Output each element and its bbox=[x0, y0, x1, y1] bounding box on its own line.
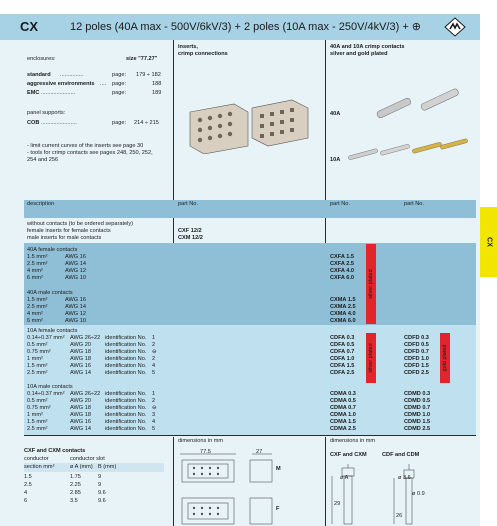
dimension-value: 26 bbox=[396, 513, 403, 519]
part-number[interactable]: CXFA 4.0 bbox=[330, 268, 355, 274]
table-cell: 1.75 bbox=[70, 474, 81, 480]
conductor-size: 2.5 mm² bbox=[27, 426, 48, 432]
part-number[interactable]: CXF 12/2 bbox=[178, 228, 202, 234]
table-cell: 1.5 bbox=[24, 474, 32, 480]
part-number[interactable]: CXM 12/2 bbox=[178, 235, 203, 241]
identification-number: 1 bbox=[152, 335, 156, 341]
page-title: 12 poles (40A max - 500V/6kV/3) + 2 poles (10A max - 250V/4kV/3) + ⊕ bbox=[70, 21, 422, 33]
gold-plated-marker bbox=[440, 333, 450, 383]
awg-size: AWG 20 bbox=[70, 342, 91, 348]
conductor-size: 4 mm² bbox=[27, 311, 43, 317]
table-cell: 9 bbox=[98, 482, 102, 488]
part-number[interactable]: CDFD 1.0 bbox=[404, 356, 429, 362]
awg-size: AWG 10 bbox=[65, 318, 86, 324]
dimensions-title: dimensions in mm bbox=[178, 438, 224, 444]
identification-label: identification No. bbox=[105, 426, 147, 432]
part-number[interactable]: CDMD 0.3 bbox=[404, 391, 431, 397]
leader-dots: ....................... bbox=[41, 120, 77, 126]
identification-number: ⊖ bbox=[152, 405, 157, 411]
part-number[interactable]: CDFD 1.5 bbox=[404, 363, 429, 369]
side-tab-label: CX bbox=[485, 237, 492, 247]
identification-number: 5 bbox=[152, 370, 156, 376]
ref-standard-page[interactable]: 179 ÷ 182 bbox=[136, 72, 161, 78]
dimensions-title: dimensions in mm bbox=[330, 438, 376, 444]
part-number[interactable]: CDMD 2.5 bbox=[404, 426, 431, 432]
insert-product-image bbox=[186, 98, 314, 154]
without-contacts-note: without contacts (to be ordered separately) bbox=[27, 221, 134, 227]
panel-cob-page[interactable]: 214 ÷ 215 bbox=[134, 120, 159, 126]
awg-size: AWG 16 bbox=[70, 363, 91, 369]
silver-plated-label: silver plated bbox=[368, 269, 374, 299]
column-divider bbox=[325, 40, 326, 200]
awg-size: AWG 10 bbox=[65, 275, 86, 281]
male-10A-title: 10A male contacts bbox=[27, 384, 73, 390]
female-inserts-label: female inserts for female contacts bbox=[27, 228, 111, 234]
leader-dots: ............... bbox=[60, 72, 84, 78]
identification-number: 5 bbox=[152, 426, 156, 432]
column-divider bbox=[173, 40, 174, 200]
note-line: - limit current curves of the inserts see page 30 bbox=[27, 143, 144, 149]
part-number[interactable]: CDMD 1.0 bbox=[404, 412, 431, 418]
dimension-value: 77.5 bbox=[200, 449, 211, 455]
part-number[interactable]: CDMD 1.5 bbox=[404, 419, 431, 425]
ref-emc-label: EMC bbox=[27, 90, 40, 96]
part-number[interactable]: CXFA 1.5 bbox=[330, 254, 355, 260]
silver-plated-marker bbox=[366, 244, 376, 324]
brand-logo-icon bbox=[444, 17, 466, 37]
part-number[interactable]: CDFA 2.5 bbox=[330, 370, 355, 376]
leader-dots: ...................... bbox=[41, 90, 76, 96]
awg-size: AWG 14 bbox=[65, 304, 86, 310]
table-cell: 2.85 bbox=[70, 490, 81, 496]
part-number[interactable]: CXMA 1.5 bbox=[330, 297, 356, 303]
awg-size: AWG 18 bbox=[70, 356, 91, 362]
gold-plated-label: gold plated bbox=[442, 344, 448, 372]
conductor-size: 6 mm² bbox=[27, 275, 43, 281]
part-number[interactable]: CXMA 6.0 bbox=[330, 318, 356, 324]
contacts-10A-label: 10A bbox=[330, 157, 341, 163]
identification-label: identification No. bbox=[105, 356, 147, 362]
identification-label: identification No. bbox=[105, 412, 147, 418]
contacts-heading-line2: silver and gold plated bbox=[330, 51, 388, 57]
awg-size: AWG 18 bbox=[70, 349, 91, 355]
conductor-size: 0.5 mm² bbox=[27, 398, 48, 404]
table-cell: 9.6 bbox=[98, 498, 106, 504]
ref-page-label: page: bbox=[112, 81, 126, 87]
dimension-subtitle: CDF and CDM bbox=[382, 452, 420, 458]
part-number[interactable]: CDMA 1.0 bbox=[330, 412, 356, 418]
part-number[interactable]: CDFA 0.7 bbox=[330, 349, 355, 355]
ref-aggressive-label: aggressive environments bbox=[27, 81, 95, 87]
conductor-table-header: conductor slot bbox=[70, 456, 105, 462]
identification-number: 3 bbox=[152, 412, 156, 418]
identification-label: identification No. bbox=[105, 405, 147, 411]
conductor-size: 2.5 mm² bbox=[27, 304, 48, 310]
contacts-40A-image bbox=[370, 84, 470, 124]
male-40A-title: 40A male contacts bbox=[27, 290, 73, 296]
page-header bbox=[0, 14, 480, 40]
leader-dots: .... bbox=[100, 81, 107, 87]
female-view-label: F bbox=[276, 506, 280, 512]
part-number[interactable]: CDMA 0.3 bbox=[330, 391, 356, 397]
column-divider bbox=[173, 437, 174, 526]
part-number[interactable]: CDMA 0.5 bbox=[330, 398, 356, 404]
table-cell: 9 bbox=[98, 474, 102, 480]
inserts-heading-line1: inserts, bbox=[178, 44, 198, 50]
dimension-subtitle: CXF and CXM bbox=[330, 452, 367, 458]
conductor-size: 2.5 mm² bbox=[27, 370, 48, 376]
silver-plated-marker bbox=[366, 333, 376, 383]
section-divider bbox=[24, 435, 476, 436]
awg-size: AWG 16 bbox=[65, 297, 86, 303]
identification-label: identification No. bbox=[105, 349, 147, 355]
dimension-value: 29 bbox=[334, 501, 341, 507]
conductor-size: 0.14÷0.37 mm² bbox=[27, 335, 65, 341]
awg-size: AWG 14 bbox=[65, 261, 86, 267]
part-number[interactable]: CDFA 0.3 bbox=[330, 335, 355, 341]
part-number[interactable]: CDMA 0.7 bbox=[330, 405, 356, 411]
page-margin bbox=[488, 0, 497, 207]
awg-size: AWG 20 bbox=[70, 398, 91, 404]
ref-standard-label: standard bbox=[27, 72, 51, 78]
note-line: - tools for crimp contacts see pages 248, 250, 252, bbox=[27, 150, 153, 156]
part-number[interactable]: CDMA 2.5 bbox=[330, 426, 356, 432]
enclosures-label: enclosures: bbox=[27, 56, 56, 62]
conductor-size: 1 mm² bbox=[27, 356, 43, 362]
dimension-value: ø 0.9 bbox=[412, 491, 425, 497]
awg-size: AWG 12 bbox=[65, 268, 86, 274]
conductor-table-subheader: ø A (mm) bbox=[70, 464, 93, 470]
table-cell: 4 bbox=[24, 490, 28, 496]
identification-label: identification No. bbox=[105, 342, 147, 348]
identification-label: identification No. bbox=[105, 370, 147, 376]
part-number[interactable]: CDFD 0.7 bbox=[404, 349, 429, 355]
section-side-tab[interactable] bbox=[480, 207, 497, 277]
table-cell: 3.5 bbox=[70, 498, 78, 504]
table-cell: 9.6 bbox=[98, 490, 106, 496]
awg-size: AWG 18 bbox=[70, 412, 91, 418]
part-number[interactable]: CDMA 1.5 bbox=[330, 419, 356, 425]
conductor-size: 1 mm² bbox=[27, 412, 43, 418]
awg-size: AWG 14 bbox=[70, 426, 91, 432]
contacts-heading-line1: 40A and 10A crimp contacts bbox=[330, 44, 405, 50]
identification-label: identification No. bbox=[105, 335, 147, 341]
awg-size: AWG 12 bbox=[65, 311, 86, 317]
identification-number: 4 bbox=[152, 419, 156, 425]
part-number[interactable]: CDFD 2.5 bbox=[404, 370, 429, 376]
table-header-part-no: part No. bbox=[404, 201, 424, 207]
part-number[interactable]: CXFA 2.5 bbox=[330, 261, 355, 267]
identification-number: ⊖ bbox=[152, 349, 157, 355]
insert-dimension-drawing bbox=[178, 448, 318, 526]
table-header-description: description bbox=[27, 201, 55, 207]
female-10A-title: 10A female contacts bbox=[27, 328, 78, 334]
inserts-heading-line2: crimp connections bbox=[178, 51, 228, 57]
ref-aggressive-page[interactable]: 188 bbox=[152, 81, 162, 87]
contacts-40A-label: 40A bbox=[330, 111, 341, 117]
conductor-size: 6 mm² bbox=[27, 318, 43, 324]
ref-page-label: page: bbox=[112, 120, 126, 126]
conductor-table-subheader: B (mm) bbox=[98, 464, 117, 470]
dimension-value: ø 3.6 bbox=[398, 475, 411, 481]
note-line: 254 and 256 bbox=[27, 157, 59, 163]
ref-page-label: page: bbox=[112, 90, 126, 96]
conductor-size: 0.75 mm² bbox=[27, 349, 51, 355]
identification-label: identification No. bbox=[105, 391, 147, 397]
dimension-value: ø A bbox=[340, 475, 349, 481]
conductor-table-header: conductor bbox=[24, 456, 49, 462]
table-cell: 2.25 bbox=[70, 482, 81, 488]
conductor-size: 1.5 mm² bbox=[27, 419, 48, 425]
part-number[interactable]: CDFD 0.5 bbox=[404, 342, 429, 348]
awg-size: AWG 26÷22 bbox=[70, 391, 101, 397]
female-40A-title: 40A female contacts bbox=[27, 247, 78, 253]
awg-size: AWG 18 bbox=[70, 405, 91, 411]
part-number[interactable]: CDFA 1.5 bbox=[330, 363, 355, 369]
ref-emc-page[interactable]: 189 bbox=[152, 90, 162, 96]
table-cell: 2.5 bbox=[24, 482, 32, 488]
identification-number: 2 bbox=[152, 398, 156, 404]
conductor-size: 1.5 mm² bbox=[27, 297, 48, 303]
table-header-part-no: part No. bbox=[330, 201, 350, 207]
conductor-size: 0.14÷0.37 mm² bbox=[27, 391, 65, 397]
conductor-size: 0.75 mm² bbox=[27, 405, 51, 411]
identification-number: 4 bbox=[152, 363, 156, 369]
conductor-size: 1.5 mm² bbox=[27, 254, 48, 260]
awg-size: AWG 14 bbox=[70, 370, 91, 376]
part-number[interactable]: CDFA 1.0 bbox=[330, 356, 355, 362]
table-cell: 6 bbox=[24, 498, 28, 504]
conductor-table-subheader: section mm² bbox=[24, 464, 55, 470]
identification-number: 1 bbox=[152, 391, 156, 397]
conductor-size: 4 mm² bbox=[27, 268, 43, 274]
identification-label: identification No. bbox=[105, 363, 147, 369]
awg-size: AWG 16 bbox=[65, 254, 86, 260]
part-number[interactable]: CDFA 0.5 bbox=[330, 342, 355, 348]
identification-label: identification No. bbox=[105, 419, 147, 425]
panel-cob-label: COB bbox=[27, 120, 40, 126]
part-number[interactable]: CDMD 0.5 bbox=[404, 398, 431, 404]
conductor-size: 0.5 mm² bbox=[27, 342, 48, 348]
part-number[interactable]: CDFD 0.3 bbox=[404, 335, 429, 341]
part-number[interactable]: CXFA 6.0 bbox=[330, 275, 355, 281]
conductor-size: 2.5 mm² bbox=[27, 261, 48, 267]
identification-label: identification No. bbox=[105, 398, 147, 404]
ref-page-label: page: bbox=[112, 72, 126, 78]
conductor-size: 1.5 mm² bbox=[27, 363, 48, 369]
silver-plated-label: silver plated bbox=[368, 343, 374, 373]
awg-size: AWG 16 bbox=[70, 419, 91, 425]
contacts-10A-image bbox=[344, 134, 472, 164]
dimension-value: 27 bbox=[256, 449, 263, 455]
part-number[interactable]: CXMA 4.0 bbox=[330, 311, 356, 317]
male-view-label: M bbox=[276, 466, 281, 472]
series-code: CX bbox=[20, 19, 39, 34]
conductor-table-title: CXF and CXM contacts bbox=[24, 448, 86, 454]
contacts-40A-band bbox=[24, 243, 476, 325]
identification-number: 2 bbox=[152, 356, 156, 362]
male-inserts-label: male inserts for male contacts bbox=[27, 235, 102, 241]
enclosure-size: size "77.27" bbox=[126, 56, 158, 62]
part-number[interactable]: CXMA 2.5 bbox=[330, 304, 356, 310]
table-header-part-no: part No. bbox=[178, 201, 198, 207]
identification-number: 2 bbox=[152, 342, 156, 348]
column-divider bbox=[325, 437, 326, 526]
panel-supports-label: panel supports: bbox=[27, 110, 66, 116]
awg-size: AWG 26÷22 bbox=[70, 335, 101, 341]
part-number[interactable]: CDMD 0.7 bbox=[404, 405, 431, 411]
